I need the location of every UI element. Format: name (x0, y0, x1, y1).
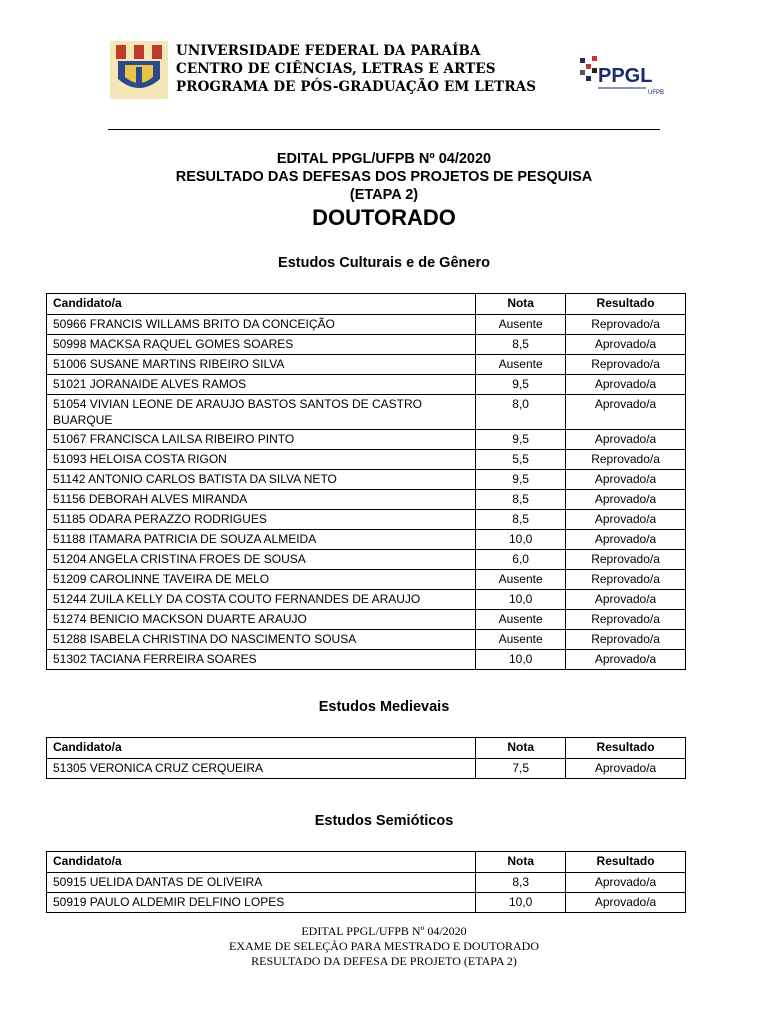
result-cell: Aprovado/a (566, 470, 686, 490)
stage-label: (ETAPA 2) (349, 187, 419, 203)
footer-exam: EXAME DE SELEÇÃO PARA MESTRADO E DOUTORADO (228, 939, 540, 953)
column-header-grade: Nota (476, 852, 566, 873)
result-cell: Reprovado/a (566, 630, 686, 650)
column-header-grade: Nota (476, 294, 566, 315)
candidate-cell: 51156 DEBORAH ALVES MIRANDA (47, 490, 476, 510)
result-cell: Aprovado/a (566, 759, 686, 779)
grade-cell: 10,0 (476, 590, 566, 610)
section-title-semioticos: Estudos Semióticos (314, 813, 454, 829)
candidate-cell: 51209 CAROLINNE TAVEIRA DE MELO (47, 570, 476, 590)
ppgl-logo-text: PPGL (598, 65, 653, 87)
column-header-grade: Nota (476, 738, 566, 759)
results-table-culturais (46, 293, 686, 670)
candidate-cell: 51305 VERONICA CRUZ CERQUEIRA (47, 759, 476, 779)
candidate-cell: 50966 FRANCIS WILLAMS BRITO DA CONCEIÇÃO (47, 315, 476, 335)
grade-cell: Ausente (476, 630, 566, 650)
table-row (47, 650, 686, 670)
result-cell: Reprovado/a (566, 450, 686, 470)
grade-cell: 9,5 (476, 430, 566, 450)
grade-cell: Ausente (476, 610, 566, 630)
table-row (47, 450, 686, 470)
grade-cell: 10,0 (476, 530, 566, 550)
result-cell: Reprovado/a (566, 610, 686, 630)
table-row (47, 510, 686, 530)
table-row (47, 610, 686, 630)
grade-cell: 9,5 (476, 470, 566, 490)
footer-edital: EDITAL PPGL/UFPB Nº 04/2020 (301, 924, 467, 938)
candidate-cell: 51142 ANTONIO CARLOS BATISTA DA SILVA NETO (47, 470, 476, 490)
ufpb-crest-logo (110, 41, 168, 99)
column-header-candidate: Candidato/a (47, 294, 476, 315)
result-cell: Aprovado/a (566, 893, 686, 913)
grade-cell: 7,5 (476, 759, 566, 779)
grade-cell: 9,5 (476, 375, 566, 395)
column-header-result: Resultado (566, 738, 686, 759)
page-footer (0, 924, 768, 969)
candidate-cell: 51185 ODARA PERAZZO RODRIGUES (47, 510, 476, 530)
column-header-candidate: Candidato/a (47, 738, 476, 759)
candidate-cell: 50915 UELIDA DANTAS DE OLIVEIRA (47, 873, 476, 893)
grade-cell: 8,5 (476, 490, 566, 510)
result-cell: Aprovado/a (566, 650, 686, 670)
result-cell: Aprovado/a (566, 530, 686, 550)
university-name: UNIVERSIDADE FEDERAL DA PARAÍBA (176, 43, 481, 59)
candidate-cell: 51188 ITAMARA PATRICIA DE SOUZA ALMEIDA (47, 530, 476, 550)
results-table-medievais (46, 737, 686, 779)
candidate-cell: 51302 TACIANA FERREIRA SOARES (47, 650, 476, 670)
grade-cell: 5,5 (476, 450, 566, 470)
table-row (47, 335, 686, 355)
table-row (47, 570, 686, 590)
table-row (47, 759, 686, 779)
grade-cell: 8,0 (476, 395, 566, 430)
grade-cell: Ausente (476, 570, 566, 590)
footer-result: RESULTADO DA DEFESA DE PROJETO (ETAPA 2) (251, 954, 517, 968)
level-title: DOUTORADO (312, 205, 456, 230)
candidate-cell: 51288 ISABELA CHRISTINA DO NASCIMENTO SOUSA (47, 630, 476, 650)
document-title (0, 150, 768, 204)
grade-cell: 8,3 (476, 873, 566, 893)
grade-cell: 10,0 (476, 893, 566, 913)
column-header-candidate: Candidato/a (47, 852, 476, 873)
edital-number: EDITAL PPGL/UFPB Nº 04/2020 (276, 151, 492, 167)
table-row (47, 590, 686, 610)
grade-cell: Ausente (476, 315, 566, 335)
result-cell: Reprovado/a (566, 550, 686, 570)
candidate-cell: 50919 PAULO ALDEMIR DELFINO LOPES (47, 893, 476, 913)
table-row (47, 355, 686, 375)
table-row (47, 315, 686, 335)
result-cell: Aprovado/a (566, 430, 686, 450)
candidate-cell: 51204 ANGELA CRISTINA FROES DE SOUSA (47, 550, 476, 570)
candidate-cell: 50998 MACKSA RAQUEL GOMES SOARES (47, 335, 476, 355)
result-cell: Aprovado/a (566, 335, 686, 355)
candidate-cell: 51093 HELOISA COSTA RIGON (47, 450, 476, 470)
candidate-cell: 51054 VIVIAN LEONE DE ARAUJO BASTOS SANTOS DE CASTRO BUARQUE (47, 395, 476, 430)
section-title-culturais: Estudos Culturais e de Gênero (278, 255, 490, 271)
header-divider (108, 129, 660, 130)
table-row (47, 530, 686, 550)
table-row (47, 490, 686, 510)
grade-cell: 8,5 (476, 510, 566, 530)
candidate-cell: 51021 JORANAIDE ALVES RAMOS (47, 375, 476, 395)
grade-cell: 8,5 (476, 335, 566, 355)
result-cell: Reprovado/a (566, 570, 686, 590)
result-cell: Aprovado/a (566, 490, 686, 510)
section-title-medievais: Estudos Medievais (318, 699, 450, 715)
result-cell: Aprovado/a (566, 375, 686, 395)
candidate-cell: 51274 BENICIO MACKSON DUARTE ARAUJO (47, 610, 476, 630)
table-row (47, 375, 686, 395)
ppgl-logo (578, 52, 676, 100)
table-row (47, 893, 686, 913)
center-name: CENTRO DE CIÊNCIAS, LETRAS E ARTES (176, 61, 496, 77)
candidate-cell: 51244 ZUILA KELLY DA COSTA COUTO FERNANDES DE ARAUJO (47, 590, 476, 610)
table-row (47, 470, 686, 490)
institution-header (176, 42, 536, 96)
grade-cell: 6,0 (476, 550, 566, 570)
result-cell: Reprovado/a (566, 355, 686, 375)
grade-cell: Ausente (476, 355, 566, 375)
ppgl-logo-sub: UFPB (648, 90, 665, 96)
result-cell: Aprovado/a (566, 395, 686, 430)
result-cell: Aprovado/a (566, 590, 686, 610)
table-row (47, 630, 686, 650)
result-cell: Reprovado/a (566, 315, 686, 335)
result-heading: RESULTADO DAS DEFESAS DOS PROJETOS DE PESQUISA (175, 169, 593, 185)
result-cell: Aprovado/a (566, 510, 686, 530)
table-row (47, 395, 686, 430)
grade-cell: 10,0 (476, 650, 566, 670)
program-name: PROGRAMA DE PÓS-GRADUAÇÃO EM LETRAS (176, 79, 537, 95)
candidate-cell: 51006 SUSANE MARTINS RIBEIRO SILVA (47, 355, 476, 375)
table-row (47, 873, 686, 893)
table-row (47, 430, 686, 450)
table-row (47, 550, 686, 570)
column-header-result: Resultado (566, 294, 686, 315)
candidate-cell: 51067 FRANCISCA LAILSA RIBEIRO PINTO (47, 430, 476, 450)
column-header-result: Resultado (566, 852, 686, 873)
results-table-semioticos (46, 851, 686, 913)
result-cell: Aprovado/a (566, 873, 686, 893)
